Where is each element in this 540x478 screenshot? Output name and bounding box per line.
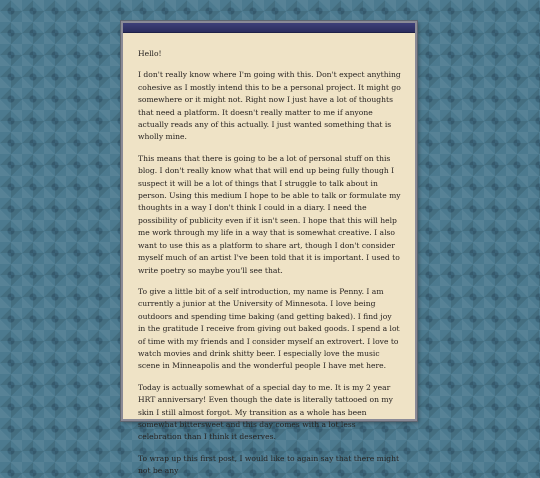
post-paragraph-anniversary: Today is actually somewhat of a special day to me. It is my 2 year HRT anniversary! Even though the date is literally tattooed on my skin I still almost forgot. My transition as a whole has been somewhat bittersweet and this day comes with a lot less celebration than I think it deserves. — [138, 382, 393, 442]
post-paragraph-intro: I don't really know where I'm going with this. Don't expect anything cohesive as I mostly intend this to be a personal project. It might go somewhere or it might not. Right now I just have a lot of thoughts that need a platform. It doesn't really matter to me if anyone actually reads any of this actually. I just wanted something that is wholly mine. — [138, 70, 401, 142]
post-paragraph-greeting: Hello! — [138, 49, 162, 58]
post-paragraph-self-introduction: To give a little bit of a self introduction, my name is Penny. I am currently a junior at the University of Minnesota. I love being outdoors and spending time baking (and getting baked). I find joy in the gratitude I receive from giving out baked goods. I spend a lot of time with my friends and I consider myself an extrovert. I love to watch movies and drink shitty beer. I especially love the music scene in Minneapolis and the wonderful people I have met here. — [138, 286, 400, 371]
post-body — [123, 33, 415, 478]
post-paragraph-purpose: This means that there is going to be a lot of personal stuff on this blog. I don't really know what that will end up being fully though I suspect it will be a lot of things that I struggle to talk about in person. Using this medium I hope to be able to talk or formulate my thoughts in a way I don't think I could in a diary. I need the possibility of publicity even if it isn't seen. I hope that this will help me work through my life in a way that is somewhat creative. I also want to use this as a platform to share art, though I don't consider myself much of an artist I've been told that it is important. I used to write poetry so maybe you'll see that. — [138, 153, 401, 275]
window-title-bar — [123, 23, 415, 33]
blog-post-window — [121, 21, 417, 476]
post-paragraph-wrap-up: To wrap up this first post, I would like to again say that there might not be any — [138, 453, 400, 476]
